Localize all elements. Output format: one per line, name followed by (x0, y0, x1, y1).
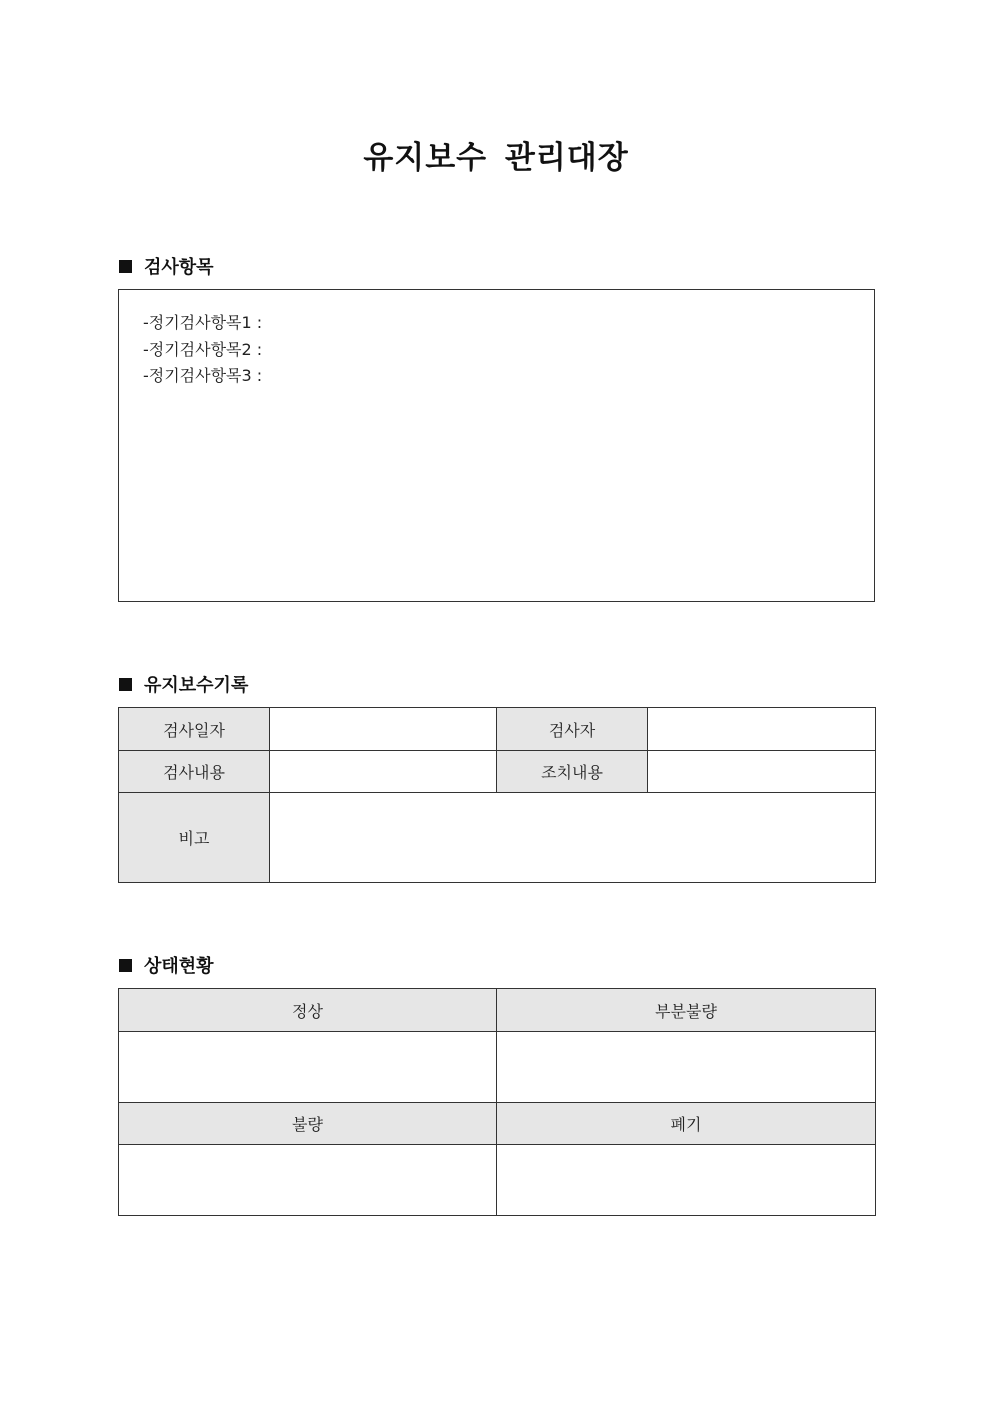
disposal-label: 폐기 (497, 1103, 876, 1145)
inspection-date-field[interactable] (270, 708, 497, 751)
inspection-content-label: 검사내용 (119, 751, 270, 793)
normal-label: 정상 (119, 989, 497, 1032)
table-row (119, 1032, 876, 1103)
table-row (119, 1103, 876, 1145)
inspector-field[interactable] (648, 708, 876, 751)
table-row (119, 793, 876, 883)
status-section-heading (119, 952, 214, 978)
partial-defect-label: 부분불량 (497, 989, 876, 1032)
remarks-label: 비고 (119, 793, 270, 883)
inspection-items-box[interactable] (118, 289, 875, 602)
inspection-heading-label: 검사항목 (144, 257, 214, 278)
status-table (118, 988, 876, 1216)
inspection-item-3: -정기검사항목3 : (143, 366, 263, 385)
table-row (119, 989, 876, 1032)
disposal-field[interactable] (497, 1145, 876, 1216)
table-row (119, 708, 876, 751)
black-square-icon (119, 260, 132, 273)
record-heading-label: 유지보수기록 (144, 675, 249, 696)
defect-label: 불량 (119, 1103, 497, 1145)
remarks-field[interactable] (270, 793, 876, 883)
defect-field[interactable] (119, 1145, 497, 1216)
status-heading-label: 상태현황 (144, 956, 214, 977)
inspection-date-label: 검사일자 (119, 708, 270, 751)
action-content-field[interactable] (648, 751, 876, 793)
black-square-icon (119, 959, 132, 972)
inspection-content-field[interactable] (270, 751, 497, 793)
black-square-icon (119, 678, 132, 691)
normal-field[interactable] (119, 1032, 497, 1103)
inspection-item-1: -정기검사항목1 : (143, 313, 263, 332)
record-section-heading (119, 671, 248, 697)
maintenance-record-table (118, 707, 876, 883)
page-title: 유지보수 관리대장 (363, 140, 629, 176)
table-row (119, 751, 876, 793)
inspector-label: 검사자 (497, 708, 648, 751)
action-content-label: 조치내용 (497, 751, 648, 793)
table-row (119, 1145, 876, 1216)
partial-defect-field[interactable] (497, 1032, 876, 1103)
inspection-section-heading (119, 253, 214, 279)
inspection-item-2: -정기검사항목2 : (143, 339, 263, 359)
